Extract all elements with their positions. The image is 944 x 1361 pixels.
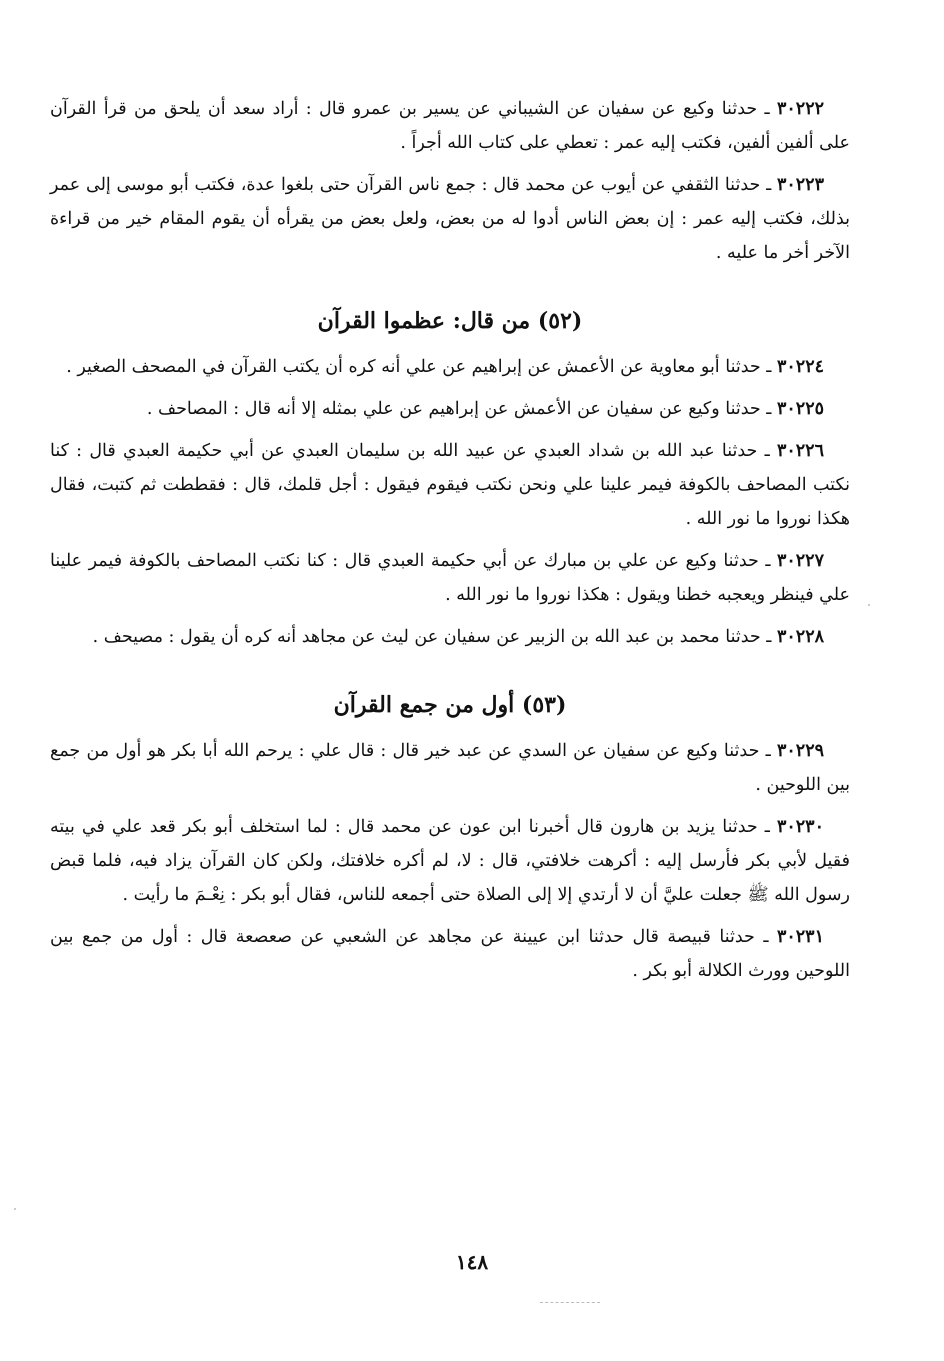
- hadith-text: ـ حدثنا وكيع عن سفيان عن الشيباني عن يسير بن عمرو قال : أراد سعد أن يلحق من قرأ القرآن على ألفين ألفين، فكتب إليه عمر : تعطي على كتاب الله أجراً .: [50, 99, 850, 153]
- hadith-text: ـ حدثنا عبد الله بن شداد العبدي عن عبيد الله بن سليمان العبدي عن أبي حكيمة العبدي قال : كنا نكتب المصاحف بالكوفة فيمر علينا علي ونحن نكتب فيقوم فيقول : أجل قلمك، قال : فقططت ثم كتبت، فقال هكذا نوروا ما نور الله .: [50, 441, 850, 529]
- hadith-text: ـ حدثنا الثقفي عن أيوب عن محمد قال : جمع ناس القرآن حتى بلغوا عدة، فكتب أبو موسى إلى عمر بذلك، فكتب إليه عمر : إن بعض الناس أدوا له من بعض، ولعل بعض من يقرأه أن يقوم المقام خير من قراءة الآخر أخر ما عليه .: [50, 175, 850, 263]
- hadith-paragraph: [50, 168, 850, 270]
- hadith-text: ـ حدثنا وكيع عن سفيان عن السدي عن عبد خير قال : قال علي : يرحم الله أبا بكر هو أول من جمع بين اللوحين .: [50, 741, 850, 795]
- page-body: [50, 92, 850, 996]
- hadith-paragraph: [50, 810, 850, 912]
- hadith-number: ٣٠٢٢٨: [777, 627, 824, 647]
- hadith-number: ٣٠٢٢٧: [776, 551, 824, 571]
- hadith-paragraph: [50, 734, 850, 802]
- section-heading-53: (٥٣) أول من جمع القرآن: [333, 692, 567, 718]
- hadith-number: ٣٠٢٢٦: [776, 441, 824, 461]
- hadith-paragraph: [50, 434, 850, 536]
- hadith-number: ٣٠٢٢٤: [777, 357, 824, 377]
- scan-divider: [540, 1302, 600, 1303]
- hadith-text: ـ حدثنا وكيع عن علي بن مبارك عن أبي حكيمة العبدي قال : كنا نكتب المصاحف بالكوفة فيمر علينا علي فينظر ويعجبه خطنا ويقول : هكذا نوروا ما نور الله .: [50, 551, 850, 605]
- hadith-paragraph: [50, 544, 850, 612]
- hadith-number: ٣٠٢٢٥: [777, 399, 824, 419]
- section-heading-52: (٥٢) من قال: عظموا القرآن: [317, 308, 583, 334]
- hadith-text: ـ حدثنا يزيد بن هارون قال أخبرنا ابن عون عن محمد قال : لما استخلف أبو بكر قعد علي في بيته فقيل لأبي بكر فأرسل إليه : أكرهت خلافتي، قال : لا، لم أكره خلافتك، ولكن كان القرآن يزاد فيه، فلما قبض رسول الله ﷺ جعلت عليَّ أن لا أرتدي إلا إلى الصلاة حتى أجمعه للناس، فقال أبو بكر : نِعْـمَ ما رأيت .: [50, 817, 850, 905]
- hadith-text: ـ حدثنا وكيع عن سفيان عن الأعمش عن إبراهيم عن علي بمثله إلا أنه قال : المصاحف .: [146, 399, 772, 419]
- hadith-number: ٣٠٢٣٠: [776, 817, 824, 837]
- hadith-text: ـ حدثنا قبيصة قال حدثنا ابن عيينة عن مجاهد عن الشعبي عن صعصعة قال : أول من جمع بين اللوحين وورث الكلالة أبو بكر .: [50, 927, 850, 981]
- hadith-text: ـ حدثنا أبو معاوية عن الأعمش عن إبراهيم عن علي أنه كره أن يكتب القرآن في المصحف الصغير .: [66, 357, 772, 377]
- hadith-number: ٣٠٢٣١: [776, 927, 824, 947]
- hadith-paragraph: [50, 392, 850, 426]
- scan-speck: [868, 604, 870, 606]
- hadith-paragraph: [50, 92, 850, 160]
- hadith-text: ـ حدثنا محمد بن عبد الله بن الزبير عن سفيان عن ليث عن مجاهد أنه كره أن يقول : مصيحف .: [92, 627, 772, 647]
- page-number: ١٤٨: [455, 1250, 489, 1274]
- hadith-paragraph: [50, 620, 850, 654]
- hadith-number: ٣٠٢٢٢: [777, 99, 824, 119]
- hadith-number: ٣٠٢٢٣: [776, 175, 824, 195]
- hadith-paragraph: [50, 350, 850, 384]
- hadith-paragraph: [50, 920, 850, 988]
- scan-speck: [14, 1208, 16, 1210]
- hadith-number: ٣٠٢٢٩: [777, 741, 824, 761]
